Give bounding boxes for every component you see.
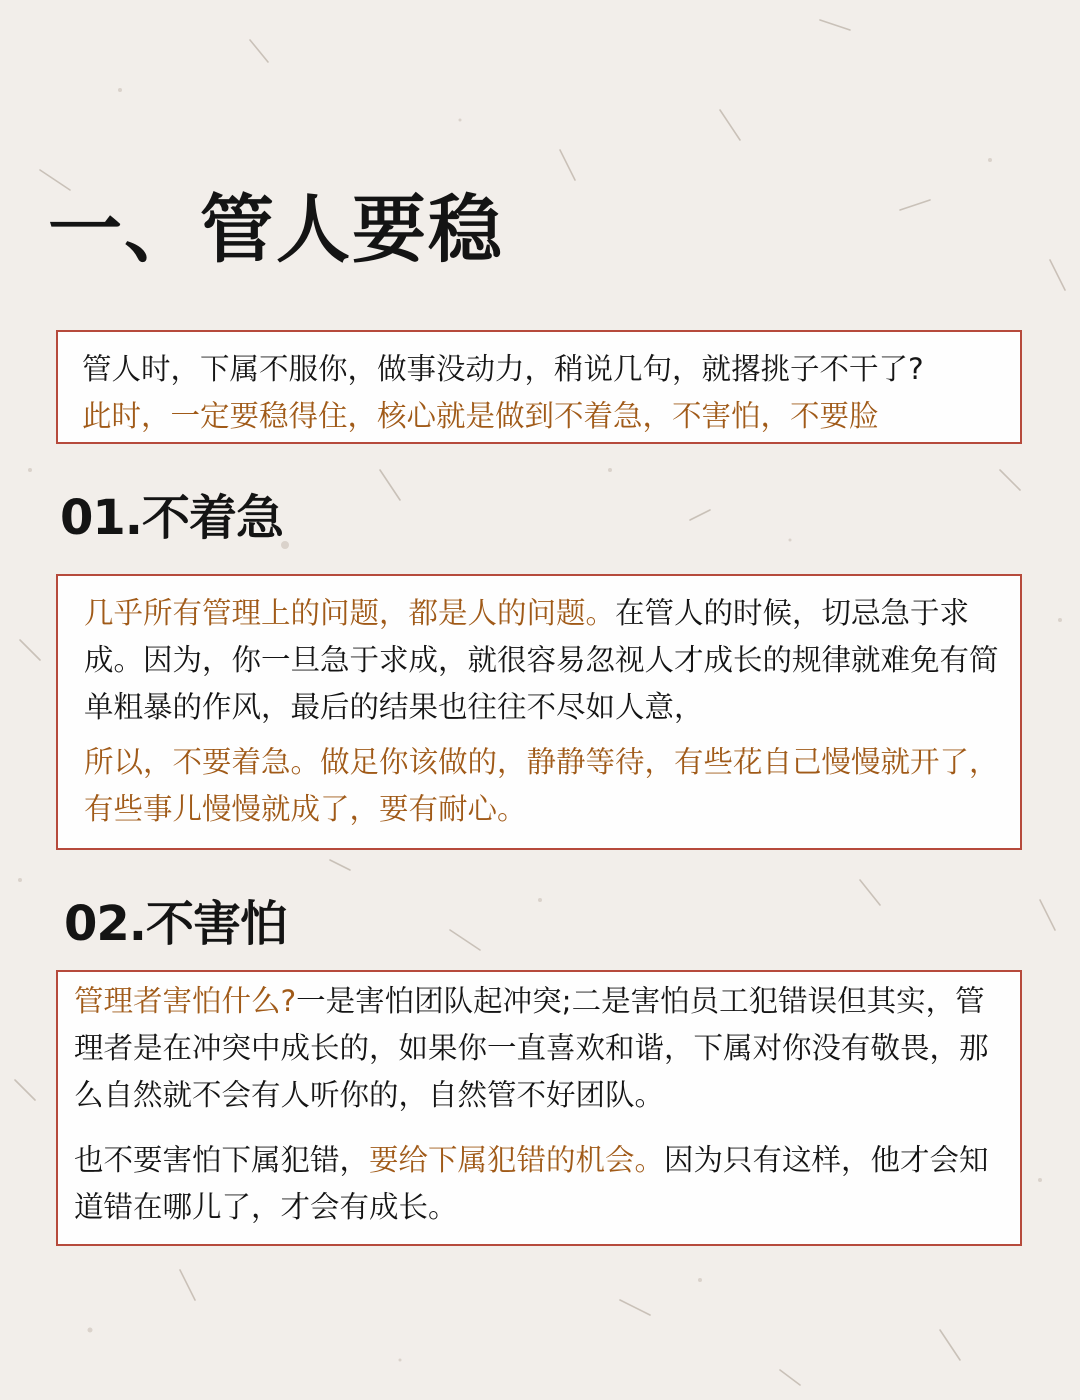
section-2-box	[56, 970, 1022, 1246]
section-1-highlight-1: 几乎所有管理上的问题，都是人的问题。	[84, 596, 616, 630]
section-1-paragraph-2	[84, 739, 1006, 833]
section-2-highlight-2: 要给下属犯错的机会。	[369, 1143, 665, 1177]
intro-box	[56, 330, 1022, 444]
section-1-text-1: 在管人的时候，切忌急于求成。因为，你一旦急于求成，就很容易忽视人才成长的规律就难免有简单粗暴的作风，最后的结果也往往不尽如人意，	[84, 596, 999, 724]
section-1-paragraph-1	[84, 590, 1006, 731]
section-1-highlight-2: 所以，不要着急。做足你该做的，静静等待，有些花自己慢慢就开了，有些事儿慢慢就成了，要有耐心。	[84, 745, 999, 826]
section-2-text-2a: 也不要害怕下属犯错，	[74, 1143, 370, 1177]
section-2-paragraph-1	[74, 978, 1006, 1119]
section-1-heading: 01.不着急	[60, 490, 284, 546]
intro-line-1: 管人时，下属不服你，做事没动力，稍说几句，就撂挑子不干了?	[82, 352, 924, 386]
page-title: 一、管人要稳	[48, 187, 504, 273]
section-2-highlight-1: 管理者害怕什么?	[74, 984, 297, 1018]
section-2-heading: 02.不害怕	[64, 896, 288, 952]
section-2-paragraph-2	[74, 1137, 1006, 1231]
section-2-text-1: 一是害怕团队起冲突;二是害怕员工犯错误但其实，管理者是在冲突中成长的，如果你一直喜欢和谐，下属对你没有敬畏，那么自然就不会有人听你的，自然管不好团队。	[74, 984, 989, 1112]
section-1-box	[56, 574, 1022, 850]
intro-line-2: 此时，一定要稳得住，核心就是做到不着急，不害怕，不要脸	[82, 399, 879, 433]
section-2-text-2b: 因为只有这样，他才会知道错在哪儿了，才会有成长。	[74, 1143, 989, 1224]
